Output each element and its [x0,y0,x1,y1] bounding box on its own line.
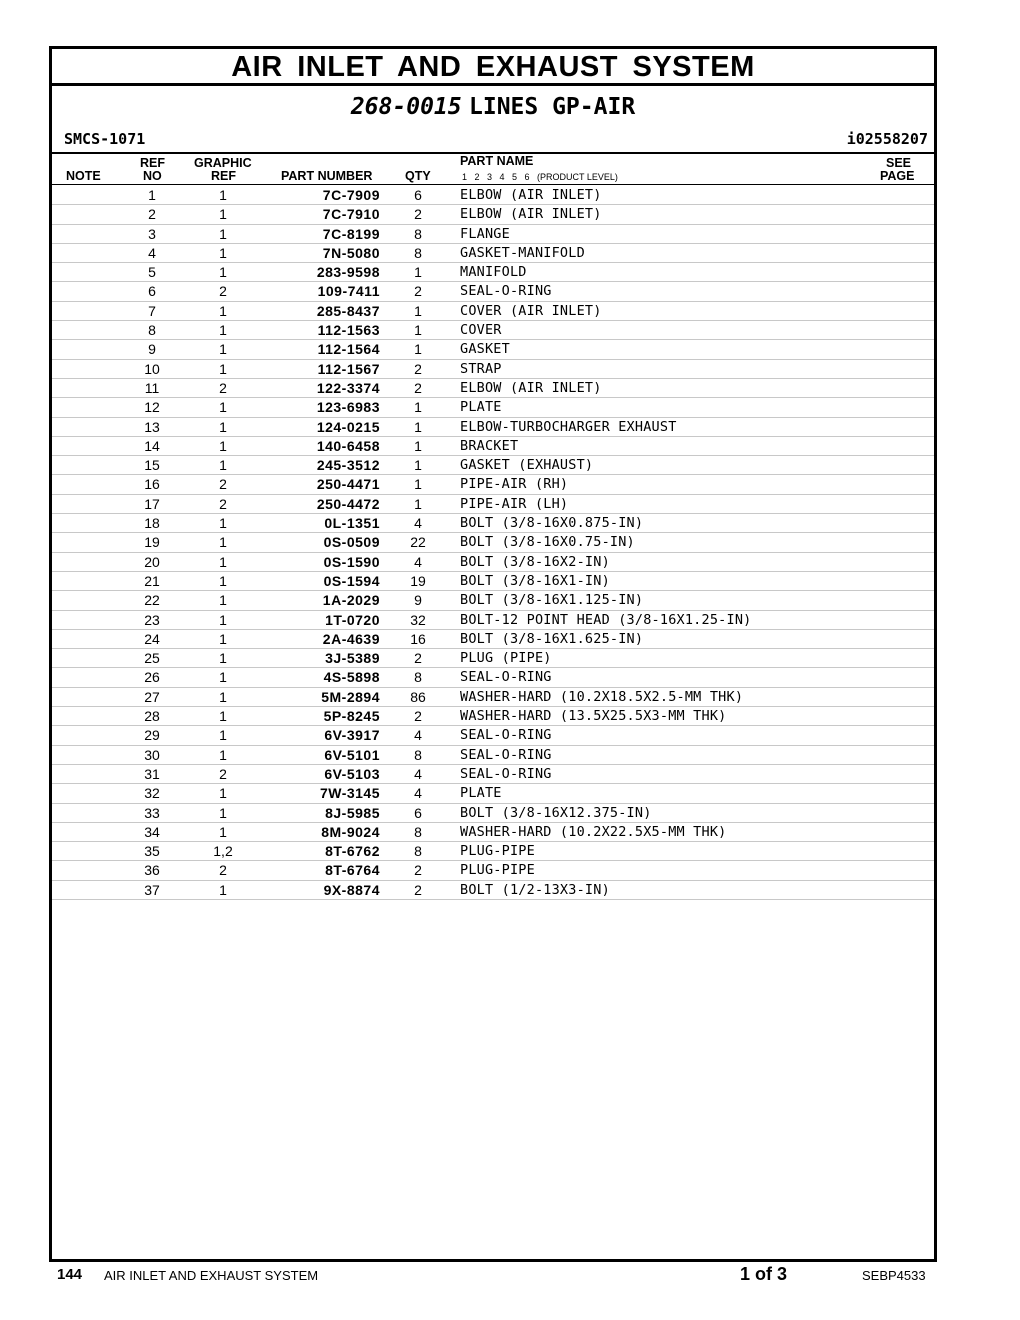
table-row [52,495,934,514]
part-number-cell: 8T-6762 [325,843,380,860]
graphic-ref-cell: 1 [219,669,227,686]
page-frame [49,46,937,1262]
graphic-ref-cell: 1 [219,804,227,821]
graphic-ref-cell: 1 [219,611,227,628]
ref-number-cell: 24 [144,630,160,647]
quantity-cell: 4 [414,765,422,782]
quantity-cell: 4 [414,553,422,570]
table-row [52,302,934,321]
part-number-cell: 5P-8245 [323,708,380,725]
part-number-cell: 8T-6764 [325,862,380,879]
col-graphic-header-bottom: REF [211,169,236,183]
ref-number-cell: 31 [144,765,160,782]
part-name-cell: PLUG (PIPE) [460,650,552,667]
graphic-ref-cell: 1 [219,727,227,744]
table-row [52,437,934,456]
col-ref-header-bottom: NO [143,169,162,183]
part-name-cell: GASKET [460,341,510,358]
ref-number-cell: 22 [144,592,160,609]
graphic-ref-cell: 1 [219,572,227,589]
page-title: AIR INLET AND EXHAUST SYSTEM [231,51,755,83]
quantity-cell: 1 [414,476,422,493]
quantity-cell: 8 [414,225,422,242]
table-row [52,186,934,205]
part-number-cell: 5M-2894 [321,688,380,705]
part-number-cell: 4S-5898 [323,669,380,686]
table-row [52,861,934,880]
table-row [52,746,934,765]
table-row [52,321,934,340]
ref-number-cell: 17 [144,495,160,512]
ref-number-cell: 20 [144,553,160,570]
part-number-cell: 123-6983 [316,399,380,416]
part-number-cell: 0S-1590 [323,553,380,570]
table-row [52,225,934,244]
table-row [52,823,934,842]
quantity-cell: 22 [410,534,426,551]
part-name-cell: PIPE-AIR (LH) [460,495,569,512]
col-see-header-top: SEE [886,156,912,170]
quantity-cell: 1 [414,418,422,435]
quantity-cell: 8 [414,746,422,763]
part-number-cell: 250-4471 [316,476,380,493]
part-name-cell: STRAP [460,360,502,377]
part-number-cell: 283-9598 [316,264,380,281]
quantity-cell: 8 [414,823,422,840]
quantity-cell: 8 [414,669,422,686]
col-part-name-header: PART NAME [460,154,534,168]
illustration-id: i02558207 [846,130,928,148]
quantity-cell: 8 [414,244,422,261]
group-number: 268-0015 [350,94,462,120]
part-name-cell: SEAL-O-RING [460,765,552,782]
graphic-ref-cell: 1 [219,244,227,261]
graphic-ref-cell: 2 [219,862,227,879]
table-row [52,842,934,861]
part-name-cell: PLATE [460,785,502,802]
graphic-ref-cell: 1 [219,322,227,339]
graphic-ref-cell: 1 [219,534,227,551]
quantity-cell: 1 [414,322,422,339]
part-name-cell: BRACKET [460,437,519,454]
ref-number-cell: 26 [144,669,160,686]
col-part-number-header: PART NUMBER [281,169,373,183]
ref-number-cell: 35 [144,843,160,860]
ref-number-cell: 8 [148,322,156,339]
part-number-cell: 112-1564 [317,341,380,358]
footer-sheet-count: 1 of 3 [740,1264,788,1284]
part-name-cell: PLUG-PIPE [460,862,535,879]
quantity-cell: 1 [414,341,422,358]
table-row [52,553,934,572]
part-number-cell: 124-0215 [316,418,380,435]
part-number-cell: 250-4472 [316,495,380,512]
part-name-cell: WASHER-HARD (13.5X25.5X3-MM THK) [460,708,727,725]
graphic-ref-cell: 1 [219,206,227,223]
graphic-ref-cell: 1 [219,341,227,358]
table-row [52,881,934,900]
table-row [52,765,934,784]
graphic-ref-cell: 1 [219,823,227,840]
quantity-cell: 1 [414,264,422,281]
part-name-cell: ELBOW-TURBOCHARGER EXHAUST [460,418,677,435]
quantity-cell: 6 [414,804,422,821]
table-row [52,572,934,591]
ref-number-cell: 5 [148,264,156,281]
part-number-cell: 6V-5101 [324,746,380,763]
quantity-cell: 2 [414,360,422,377]
part-number-cell: 8M-9024 [321,823,380,840]
part-name-cell: COVER [460,322,502,339]
part-number-cell: 109-7411 [317,283,380,300]
part-number-cell: 7C-7910 [322,206,380,223]
footer-section-title: AIR INLET AND EXHAUST SYSTEM [104,1268,319,1283]
ref-number-cell: 36 [144,862,160,879]
part-number-cell: 7N-5080 [322,244,380,261]
part-number-cell: 245-3512 [316,457,380,474]
table-row [52,707,934,726]
part-name-cell: SEAL-O-RING [460,746,552,763]
table-row [52,668,934,687]
part-number-cell: 7W-3145 [319,785,380,802]
quantity-cell: 32 [410,611,426,628]
parts-list [52,186,934,900]
ref-number-cell: 27 [144,688,160,705]
col-graphic-header-top: GRAPHIC [194,156,252,170]
col-ref-header-top: REF [140,156,165,170]
quantity-cell: 1 [414,437,422,454]
col-note-header: NOTE [66,169,101,183]
part-name-cell: MANIFOLD [460,264,527,281]
graphic-ref-cell: 2 [219,495,227,512]
ref-number-cell: 18 [144,515,160,532]
table-row [52,418,934,437]
ref-number-cell: 30 [144,746,160,763]
part-name-cell: WASHER-HARD (10.2X18.5X2.5-MM THK) [460,688,744,705]
table-row [52,611,934,630]
table-row [52,360,934,379]
table-row [52,398,934,417]
part-name-cell: BOLT (3/8-16X1.125-IN) [460,592,644,609]
table-row [52,514,934,533]
part-number-cell: 1A-2029 [322,592,380,609]
ref-number-cell: 21 [144,572,160,589]
part-name-cell: BOLT (3/8-16X1.625-IN) [460,630,644,647]
quantity-cell: 4 [414,515,422,532]
quantity-cell: 2 [414,650,422,667]
graphic-ref-cell: 1 [219,881,227,898]
ref-number-cell: 25 [144,650,160,667]
graphic-ref-cell: 2 [219,379,227,396]
graphic-ref-cell: 1 [219,630,227,647]
table-row [52,475,934,494]
part-number-cell: 6V-3917 [324,727,380,744]
quantity-cell: 4 [414,785,422,802]
ref-number-cell: 16 [144,476,160,493]
part-name-cell: SEAL-O-RING [460,727,552,744]
graphic-ref-cell: 1 [219,592,227,609]
ref-number-cell: 13 [144,418,160,435]
part-name-cell: PLATE [460,399,502,416]
part-number-cell: 0S-1594 [323,572,380,589]
part-name-cell: BOLT-12 POINT HEAD (3/8-16X1.25-IN) [460,611,752,628]
ref-number-cell: 32 [144,785,160,802]
table-row [52,630,934,649]
quantity-cell: 9 [414,592,422,609]
graphic-ref-cell: 1 [219,688,227,705]
part-name-cell: PLUG-PIPE [460,843,535,860]
part-name-cell: BOLT (1/2-13X3-IN) [460,881,610,898]
table-row [52,649,934,668]
part-name-cell: BOLT (3/8-16X1-IN) [460,572,610,589]
ref-number-cell: 23 [144,611,160,628]
part-name-cell: GASKET-MANIFOLD [460,244,585,261]
graphic-ref-cell: 1,2 [213,843,233,860]
graphic-ref-cell: 1 [219,225,227,242]
col-page-header-bottom: PAGE [880,169,915,183]
ref-number-cell: 3 [148,225,156,242]
part-number-cell: 1T-0720 [325,611,380,628]
group-name: LINES GP-AIR [469,94,636,120]
graphic-ref-cell: 1 [219,360,227,377]
part-number-cell: 0L-1351 [324,515,380,532]
part-number-cell: 112-1567 [317,360,380,377]
graphic-ref-cell: 2 [219,765,227,782]
quantity-cell: 86 [410,688,426,705]
quantity-cell: 2 [414,283,422,300]
ref-number-cell: 15 [144,457,160,474]
graphic-ref-cell: 1 [219,785,227,802]
ref-number-cell: 11 [144,379,160,396]
graphic-ref-cell: 1 [219,553,227,570]
graphic-ref-cell: 2 [219,283,227,300]
footer-page-number: 144 [57,1266,83,1283]
quantity-cell: 19 [410,572,426,589]
graphic-ref-cell: 1 [219,457,227,474]
table-row [52,533,934,552]
part-name-cell: SEAL-O-RING [460,283,552,300]
part-number-cell: 3J-5389 [325,650,380,667]
graphic-ref-cell: 1 [219,515,227,532]
graphic-ref-cell: 1 [219,708,227,725]
table-row [52,379,934,398]
graphic-ref-cell: 1 [219,650,227,667]
part-number-cell: 122-3374 [316,379,380,396]
table-row [52,784,934,803]
quantity-cell: 16 [410,630,426,647]
part-number-cell: 7C-7909 [322,187,380,203]
graphic-ref-cell: 1 [219,437,227,454]
quantity-cell: 1 [414,399,422,416]
part-name-cell: WASHER-HARD (10.2X22.5X5-MM THK) [460,823,727,840]
quantity-cell: 1 [414,457,422,474]
graphic-ref-cell: 1 [219,746,227,763]
table-row [52,804,934,823]
table-row [52,591,934,610]
part-name-cell: SEAL-O-RING [460,669,552,686]
table-row [52,688,934,707]
part-number-cell: 112-1563 [317,322,380,339]
ref-number-cell: 9 [148,341,156,358]
graphic-ref-cell: 1 [219,264,227,281]
table-row [52,456,934,475]
ref-number-cell: 19 [144,534,160,551]
part-name-cell: BOLT (3/8-16X12.375-IN) [460,804,652,821]
part-name-cell: ELBOW (AIR INLET) [460,206,602,223]
ref-number-cell: 29 [144,727,160,744]
part-number-cell: 285-8437 [316,302,380,319]
quantity-cell: 1 [414,495,422,512]
part-number-cell: 2A-4639 [322,630,380,647]
group-title [52,92,934,121]
footer-document-number: SEBP4533 [862,1268,926,1283]
part-number-cell: 0S-0509 [323,534,380,551]
ref-number-cell: 12 [144,399,160,416]
graphic-ref-cell: 1 [219,302,227,319]
part-number-cell: 8J-5985 [325,804,380,821]
part-number-cell: 6V-5103 [324,765,380,782]
quantity-cell: 8 [414,843,422,860]
quantity-cell: 2 [414,708,422,725]
quantity-cell: 2 [414,206,422,223]
ref-number-cell: 6 [148,283,156,300]
part-name-cell: BOLT (3/8-16X0.75-IN) [460,534,635,551]
quantity-cell: 2 [414,862,422,879]
ref-number-cell: 1 [148,187,156,203]
part-name-cell: ELBOW (AIR INLET) [460,187,602,203]
table-row [52,726,934,745]
ref-number-cell: 7 [148,302,156,319]
graphic-ref-cell: 1 [219,418,227,435]
column-header-divider [52,184,934,185]
ref-number-cell: 28 [144,708,160,725]
table-row [52,282,934,301]
ref-number-cell: 14 [144,437,160,454]
part-number-cell: 140-6458 [316,437,380,454]
quantity-cell: 2 [414,881,422,898]
table-row [52,205,934,224]
graphic-ref-cell: 2 [219,476,227,493]
quantity-cell: 4 [414,727,422,744]
ref-number-cell: 37 [144,881,160,898]
part-name-cell: PIPE-AIR (RH) [460,476,569,493]
col-qty-header: QTY [405,169,431,183]
table-row [52,340,934,359]
graphic-ref-cell: 1 [219,399,227,416]
table-row [52,263,934,282]
smcs-code: SMCS-1071 [64,130,146,148]
ref-number-cell: 4 [148,244,156,261]
ref-number-cell: 33 [144,804,160,821]
part-number-cell: 9X-8874 [323,881,380,898]
quantity-cell: 1 [414,302,422,319]
quantity-cell: 6 [414,187,422,203]
product-level-header: 1 2 3 4 5 6 (PRODUCT LEVEL) [462,172,618,182]
table-row [52,244,934,263]
ref-number-cell: 34 [144,823,160,840]
part-name-cell: ELBOW (AIR INLET) [460,379,602,396]
quantity-cell: 2 [414,379,422,396]
graphic-ref-cell: 1 [219,187,227,203]
part-name-cell: BOLT (3/8-16X0.875-IN) [460,515,644,532]
part-number-cell: 7C-8199 [322,225,380,242]
ref-number-cell: 2 [148,206,156,223]
part-name-cell: GASKET (EXHAUST) [460,457,594,474]
title-divider [52,83,934,86]
part-name-cell: BOLT (3/8-16X2-IN) [460,553,610,570]
part-name-cell: COVER (AIR INLET) [460,302,602,319]
ref-number-cell: 10 [144,360,160,377]
part-name-cell: FLANGE [460,225,510,242]
